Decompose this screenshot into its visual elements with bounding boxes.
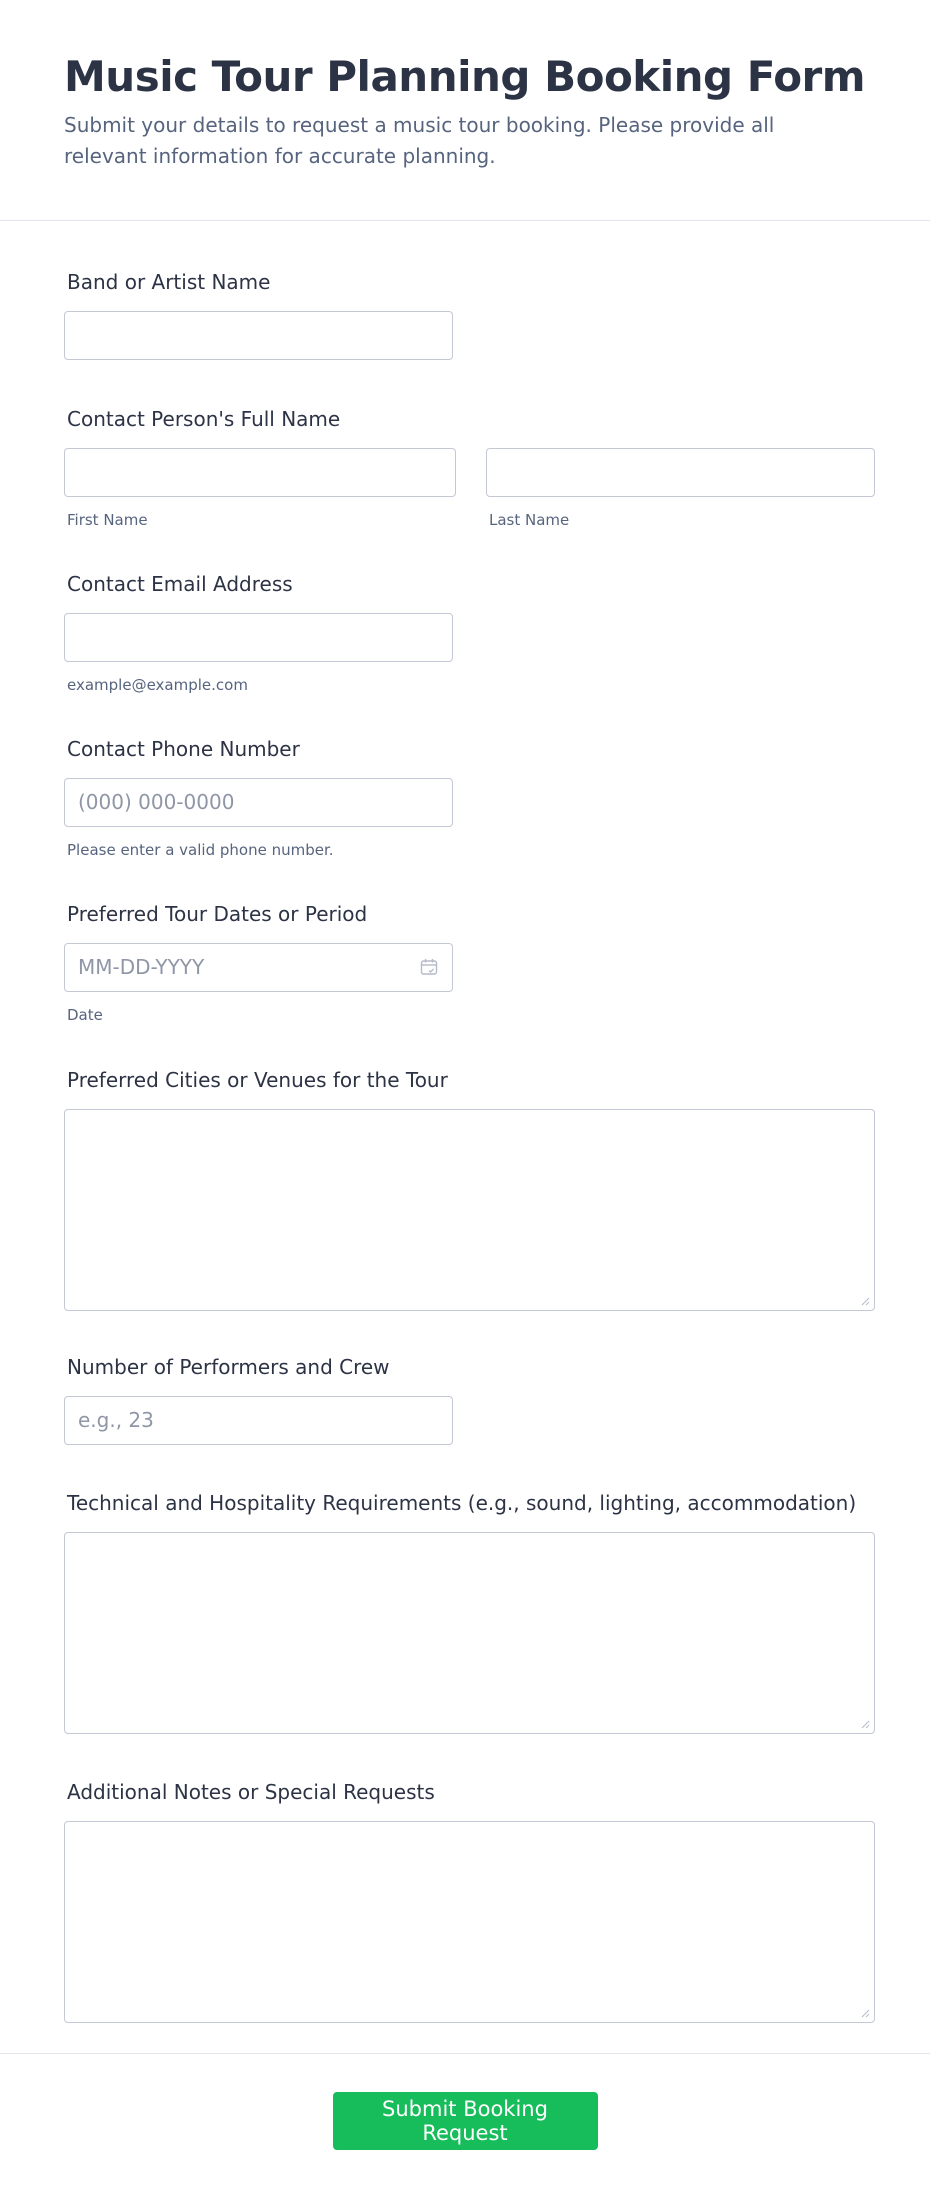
cities-textarea[interactable] bbox=[64, 1109, 875, 1311]
tour-dates-field bbox=[64, 902, 864, 1024]
first-name-input[interactable] bbox=[64, 448, 456, 497]
email-field bbox=[64, 572, 864, 694]
form-footer bbox=[0, 2053, 930, 2194]
calendar-icon[interactable] bbox=[420, 958, 438, 976]
resize-handle-icon[interactable] bbox=[860, 2008, 870, 2018]
band-name-label: Band or Artist Name bbox=[67, 270, 271, 294]
page-subtitle: Submit your details to request a music tour booking. Please provide all relevant information for accurate planning. bbox=[64, 113, 775, 168]
band-name-field bbox=[64, 270, 864, 360]
page-title: Music Tour Planning Booking Form bbox=[64, 52, 866, 101]
email-label: Contact Email Address bbox=[67, 572, 293, 596]
phone-input[interactable]: (000) 000-0000 bbox=[64, 778, 453, 827]
last-name-sublabel: Last Name bbox=[489, 511, 570, 529]
first-name-sublabel: First Name bbox=[67, 511, 148, 529]
requirements-field bbox=[64, 1491, 864, 1734]
email-sublabel: example@example.com bbox=[67, 676, 248, 694]
notes-label: Additional Notes or Special Requests bbox=[67, 1780, 435, 1804]
tour-dates-placeholder: MM-DD-YYYY bbox=[78, 955, 205, 979]
cities-label: Preferred Cities or Venues for the Tour bbox=[67, 1068, 448, 1092]
last-name-input[interactable] bbox=[486, 448, 875, 497]
cities-field bbox=[64, 1068, 864, 1311]
submit-button[interactable]: Submit Booking Request bbox=[333, 2092, 598, 2150]
booking-form bbox=[0, 270, 930, 2023]
tour-dates-label: Preferred Tour Dates or Period bbox=[67, 902, 368, 926]
performers-input[interactable]: e.g., 23 bbox=[64, 1396, 453, 1445]
email-input[interactable] bbox=[64, 613, 453, 662]
resize-handle-icon[interactable] bbox=[860, 1719, 870, 1729]
band-name-input[interactable] bbox=[64, 311, 453, 360]
requirements-label: Technical and Hospitality Requirements (e.g., sound, lighting, accommodation) bbox=[67, 1491, 857, 1515]
phone-sublabel: Please enter a valid phone number. bbox=[67, 841, 334, 859]
performers-label: Number of Performers and Crew bbox=[67, 1355, 390, 1379]
first-name-group bbox=[64, 448, 456, 529]
phone-field bbox=[64, 737, 864, 859]
form-header bbox=[0, 0, 930, 221]
tour-dates-sublabel: Date bbox=[67, 1006, 103, 1024]
requirements-textarea[interactable] bbox=[64, 1532, 875, 1734]
contact-name-field bbox=[64, 407, 864, 529]
resize-handle-icon[interactable] bbox=[860, 1296, 870, 1306]
notes-textarea[interactable] bbox=[64, 1821, 875, 2023]
last-name-group bbox=[486, 448, 875, 529]
notes-field bbox=[64, 1780, 864, 2023]
contact-name-label: Contact Person's Full Name bbox=[67, 407, 341, 431]
performers-field bbox=[64, 1355, 864, 1445]
phone-label: Contact Phone Number bbox=[67, 737, 300, 761]
tour-dates-input[interactable] bbox=[64, 943, 453, 992]
